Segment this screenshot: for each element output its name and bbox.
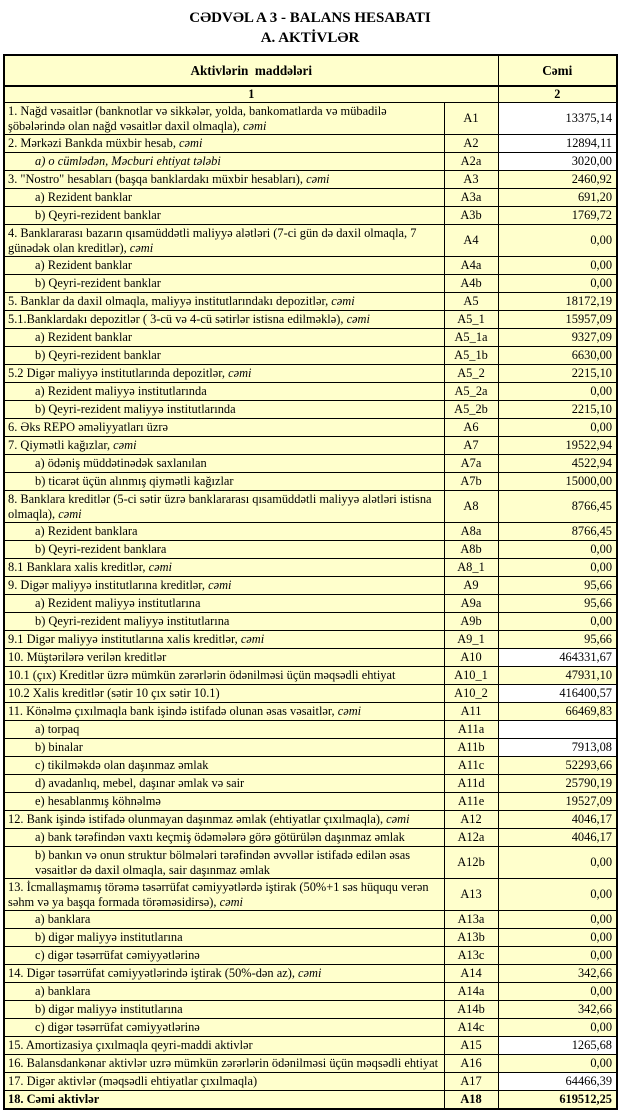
table-row — [4, 559, 617, 577]
table-row — [4, 667, 617, 685]
table-row — [4, 703, 617, 721]
table-row — [4, 793, 617, 811]
row-value: 0,00 — [498, 847, 617, 879]
row-label: 10.2 Xalis kreditlər (sətir 10 çıx sətir 10.1) — [4, 685, 444, 703]
row-value: 0,00 — [498, 225, 617, 257]
row-value: 0,00 — [498, 983, 617, 1001]
row-value — [498, 721, 617, 739]
row-code: A5_1b — [444, 347, 498, 365]
table-row — [4, 965, 617, 983]
table-row — [4, 365, 617, 383]
table-row — [4, 257, 617, 275]
row-label: b) digər maliyyə institutlarına — [4, 929, 444, 947]
row-label: b) Qeyri-rezident banklar — [4, 275, 444, 293]
row-code: A13c — [444, 947, 498, 965]
row-value: 0,00 — [498, 559, 617, 577]
table-header-row — [4, 55, 617, 86]
row-code: A11d — [444, 775, 498, 793]
row-code: A14a — [444, 983, 498, 1001]
column-number-row — [4, 86, 617, 103]
row-label: b) bankın və onun struktur bölmələri tərəfindən əvvəllər istifadə edilən əsas vəsaitlər də daxil olmaqla, sair daşınmaz əmlak — [4, 847, 444, 879]
table-row — [4, 419, 617, 437]
row-code: A12 — [444, 811, 498, 829]
column-number-2: 2 — [498, 86, 617, 103]
row-value: 6630,00 — [498, 347, 617, 365]
row-code: A8a — [444, 523, 498, 541]
table-row — [4, 685, 617, 703]
row-code: A4 — [444, 225, 498, 257]
row-code: A12a — [444, 829, 498, 847]
row-label: 5. Banklar da daxil olmaqla, maliyyə institutlarındakı depozitlər, cəmi — [4, 293, 444, 311]
row-label: b) Qeyri-rezident banklar — [4, 347, 444, 365]
row-label: e) hesablanmış köhnəlmə — [4, 793, 444, 811]
table-row — [4, 1055, 617, 1073]
row-code: A17 — [444, 1073, 498, 1091]
balance-sheet-table — [3, 54, 618, 1110]
row-value: 66469,83 — [498, 703, 617, 721]
table-row — [4, 631, 617, 649]
row-value: 12894,11 — [498, 135, 617, 153]
row-value: 464331,67 — [498, 649, 617, 667]
table-row — [4, 649, 617, 667]
row-code: A18 — [444, 1091, 498, 1110]
page-subtitle: A. AKTİVLƏR — [260, 29, 360, 46]
row-value: 619512,25 — [498, 1091, 617, 1110]
table-row — [4, 829, 617, 847]
row-label: 10.1 (çıx) Kreditlər üzrə mümkün zərərlərin ödənilməsi üçün məqsədli ehtiyat — [4, 667, 444, 685]
row-label: b) Qeyri-rezident banklara — [4, 541, 444, 559]
row-label: b) digər maliyyə institutlarına — [4, 1001, 444, 1019]
column-header-items: Aktivlərin maddələri — [4, 55, 498, 86]
table-row — [4, 983, 617, 1001]
row-label: d) avadanlıq, mebel, daşınar əmlak və sair — [4, 775, 444, 793]
table-row — [4, 595, 617, 613]
row-value: 0,00 — [498, 1055, 617, 1073]
table-row — [4, 879, 617, 911]
row-value: 0,00 — [498, 879, 617, 911]
row-value: 0,00 — [498, 1019, 617, 1037]
row-code: A3b — [444, 207, 498, 225]
row-code: A8b — [444, 541, 498, 559]
table-row — [4, 811, 617, 829]
table-row — [4, 225, 617, 257]
row-code: A5_2 — [444, 365, 498, 383]
row-code: A11 — [444, 703, 498, 721]
row-label: c) digər təsərrüfat cəmiyyətlərinə — [4, 947, 444, 965]
row-value: 4046,17 — [498, 829, 617, 847]
row-code: A14b — [444, 1001, 498, 1019]
row-code: A9 — [444, 577, 498, 595]
row-value: 8766,45 — [498, 523, 617, 541]
table-row — [4, 329, 617, 347]
row-label: a) Rezident banklar — [4, 189, 444, 207]
row-label: 5.1.Banklardakı depozitlər ( 3-cü və 4-cü sətirlər istisna edilməklə), cəmi — [4, 311, 444, 329]
row-label: 5.2 Digər maliyyə institutlarında depozitlər, cəmi — [4, 365, 444, 383]
row-label: 2. Mərkəzi Bankda müxbir hesab, cəmi — [4, 135, 444, 153]
row-value: 342,66 — [498, 1001, 617, 1019]
row-label: a) Rezident maliyyə institutlarında — [4, 383, 444, 401]
row-value: 3020,00 — [498, 153, 617, 171]
row-value: 13375,14 — [498, 103, 617, 135]
row-value: 0,00 — [498, 383, 617, 401]
row-code: A5 — [444, 293, 498, 311]
row-label: 7. Qiymətli kağızlar, cəmi — [4, 437, 444, 455]
row-label: 13. İcmallaşmamış törəmə təsərrüfat cəmiyyətlərdə iştirak (50%+1 səs hüququ verən səhm və ya başqa formada törəməsidirsə), cəmi — [4, 879, 444, 911]
row-code: A10_2 — [444, 685, 498, 703]
row-label: 4. Banklararası bazarın qısamüddətli maliyyə alətləri (7-ci gün də daxil olmaqla, 7 günədək olan kreditlər), cəmi — [4, 225, 444, 257]
row-code: A11e — [444, 793, 498, 811]
row-label: a) ödəniş müddətinədək saxlanılan — [4, 455, 444, 473]
row-value: 1769,72 — [498, 207, 617, 225]
row-code: A9a — [444, 595, 498, 613]
row-label: b) ticarət üçün alınmış qiymətli kağızlar — [4, 473, 444, 491]
row-code: A16 — [444, 1055, 498, 1073]
row-label: 15. Amortizasiya çıxılmaqla qeyri-maddi aktivlər — [4, 1037, 444, 1055]
row-code: A12b — [444, 847, 498, 879]
row-value: 0,00 — [498, 541, 617, 559]
row-label: c) digər təsərrüfat cəmiyyətlərinə — [4, 1019, 444, 1037]
row-value: 9327,09 — [498, 329, 617, 347]
table-row — [4, 455, 617, 473]
row-label: 11. Könəlmə çıxılmaqla bank işində istifadə olunan əsas vəsaitlər, cəmi — [4, 703, 444, 721]
row-value: 0,00 — [498, 911, 617, 929]
table-row — [4, 171, 617, 189]
row-label: 6. Əks REPO əməliyyatları üzrə — [4, 419, 444, 437]
row-value: 19522,94 — [498, 437, 617, 455]
row-value: 691,20 — [498, 189, 617, 207]
row-value: 2215,10 — [498, 401, 617, 419]
row-label: 9.1 Digər maliyyə institutlarına xalis kreditlər, cəmi — [4, 631, 444, 649]
table-row — [4, 135, 617, 153]
table-row — [4, 275, 617, 293]
table-row — [4, 911, 617, 929]
row-code: A5_1a — [444, 329, 498, 347]
table-row — [4, 523, 617, 541]
row-code: A3 — [444, 171, 498, 189]
page-title: CƏDVƏL A 3 - BALANS HESABATI — [189, 10, 431, 26]
row-label: 8.1 Banklara xalis kreditlər, cəmi — [4, 559, 444, 577]
row-label: b) binalar — [4, 739, 444, 757]
row-value: 1265,68 — [498, 1037, 617, 1055]
table-row — [4, 437, 617, 455]
table-row — [4, 1037, 617, 1055]
row-code: A10 — [444, 649, 498, 667]
table-row — [4, 383, 617, 401]
row-value: 15957,09 — [498, 311, 617, 329]
table-row — [4, 153, 617, 171]
table-row — [4, 613, 617, 631]
row-value: 0,00 — [498, 257, 617, 275]
row-value: 0,00 — [498, 613, 617, 631]
row-label: 1. Nağd vəsaitlər (banknotlar və sikkələr, yolda, bankomatlarda və mübadilə şöbələrində olan nağd vəsaitlər daxil olmaqla), cəmi — [4, 103, 444, 135]
row-code: A4a — [444, 257, 498, 275]
row-value: 416400,57 — [498, 685, 617, 703]
row-code: A13 — [444, 879, 498, 911]
row-code: A14c — [444, 1019, 498, 1037]
row-label: a) Rezident banklar — [4, 329, 444, 347]
table-row — [4, 577, 617, 595]
row-label: b) Qeyri-rezident maliyyə institutlarına — [4, 613, 444, 631]
table-row — [4, 739, 617, 757]
row-code: A8 — [444, 491, 498, 523]
row-value: 18172,19 — [498, 293, 617, 311]
row-value: 25790,19 — [498, 775, 617, 793]
row-value: 4046,17 — [498, 811, 617, 829]
row-code: A10_1 — [444, 667, 498, 685]
row-code: A7a — [444, 455, 498, 473]
row-label: c) tikilməkdə olan daşınmaz əmlak — [4, 757, 444, 775]
row-label: a) banklara — [4, 983, 444, 1001]
column-header-total: Cəmi — [498, 55, 617, 86]
row-code: A4b — [444, 275, 498, 293]
row-label: b) Qeyri-rezident maliyyə institutlarında — [4, 401, 444, 419]
table-row — [4, 473, 617, 491]
table-row — [4, 541, 617, 559]
row-value: 47931,10 — [498, 667, 617, 685]
table-row — [4, 401, 617, 419]
row-code: A1 — [444, 103, 498, 135]
row-code: A9b — [444, 613, 498, 631]
table-row — [4, 311, 617, 329]
table-row — [4, 1001, 617, 1019]
row-value: 7913,08 — [498, 739, 617, 757]
row-code: A9_1 — [444, 631, 498, 649]
row-label: 10. Müştərilərə verilən kreditlər — [4, 649, 444, 667]
row-code: A7b — [444, 473, 498, 491]
row-label: a) Rezident banklara — [4, 523, 444, 541]
row-code: A2 — [444, 135, 498, 153]
row-value: 95,66 — [498, 595, 617, 613]
table-row — [4, 947, 617, 965]
table-row — [4, 757, 617, 775]
row-label: a) bank tərəfindən vaxtı keçmiş ödəmələrə görə götürülən daşınmaz əmlak — [4, 829, 444, 847]
row-code: A13a — [444, 911, 498, 929]
row-label: 3. "Nostro" hesabları (başqa banklardakı müxbir hesabları), cəmi — [4, 171, 444, 189]
row-value: 52293,66 — [498, 757, 617, 775]
row-code: A11c — [444, 757, 498, 775]
row-code: A3a — [444, 189, 498, 207]
row-label: 9. Digər maliyyə institutlarına kreditlər, cəmi — [4, 577, 444, 595]
table-row — [4, 721, 617, 739]
row-label: a) torpaq — [4, 721, 444, 739]
row-label: b) Qeyri-rezident banklar — [4, 207, 444, 225]
row-code: A13b — [444, 929, 498, 947]
row-value: 2460,92 — [498, 171, 617, 189]
title-block — [0, 0, 620, 48]
table-row — [4, 491, 617, 523]
table-row — [4, 207, 617, 225]
row-value: 4522,94 — [498, 455, 617, 473]
row-label: a) Rezident banklar — [4, 257, 444, 275]
row-code: A8_1 — [444, 559, 498, 577]
row-value: 19527,09 — [498, 793, 617, 811]
row-value: 95,66 — [498, 577, 617, 595]
row-value: 2215,10 — [498, 365, 617, 383]
row-code: A11a — [444, 721, 498, 739]
row-value: 8766,45 — [498, 491, 617, 523]
table-row — [4, 1073, 617, 1091]
table-row — [4, 847, 617, 879]
row-label: 18. Cəmi aktivlər — [4, 1091, 444, 1110]
row-label: 16. Balansdankənar aktivlər uzrə mümkün zərərlərin ödənilməsi üçün məqsədli ehtiyat — [4, 1055, 444, 1073]
row-value: 0,00 — [498, 947, 617, 965]
row-code: A2a — [444, 153, 498, 171]
row-value: 15000,00 — [498, 473, 617, 491]
row-code: A7 — [444, 437, 498, 455]
row-code: A14 — [444, 965, 498, 983]
table-row — [4, 929, 617, 947]
row-label: 8. Banklara kreditlər (5-ci sətir üzrə banklararası qısamüddətli maliyyə alətləri istisna olmaqla), cəmi — [4, 491, 444, 523]
row-label: a) banklara — [4, 911, 444, 929]
table-row — [4, 1019, 617, 1037]
row-label: a) Rezident maliyyə institutlarına — [4, 595, 444, 613]
row-label: 17. Digər aktivlər (məqsədli ehtiyatlar çıxılmaqla) — [4, 1073, 444, 1091]
row-value: 0,00 — [498, 419, 617, 437]
row-code: A5_2b — [444, 401, 498, 419]
row-label: 12. Bank işində istifadə olunmayan daşınmaz əmlak (ehtiyatlar çıxılmaqla), cəmi — [4, 811, 444, 829]
row-value: 64466,39 — [498, 1073, 617, 1091]
row-code: A15 — [444, 1037, 498, 1055]
table-row — [4, 189, 617, 207]
table-row — [4, 775, 617, 793]
column-number-1: 1 — [4, 86, 498, 103]
row-value: 95,66 — [498, 631, 617, 649]
table-row — [4, 103, 617, 135]
row-code: A6 — [444, 419, 498, 437]
row-code: A11b — [444, 739, 498, 757]
row-value: 0,00 — [498, 929, 617, 947]
table-row — [4, 293, 617, 311]
row-label: a) o cümlədən, Məcburi ehtiyat tələbi — [4, 153, 444, 171]
table-row — [4, 347, 617, 365]
row-code: A5_1 — [444, 311, 498, 329]
row-value: 342,66 — [498, 965, 617, 983]
row-code: A5_2a — [444, 383, 498, 401]
row-value: 0,00 — [498, 275, 617, 293]
row-label: 14. Digər təsərrüfat cəmiyyətlərində iştirak (50%-dən az), cəmi — [4, 965, 444, 983]
table-row-total — [4, 1091, 617, 1110]
